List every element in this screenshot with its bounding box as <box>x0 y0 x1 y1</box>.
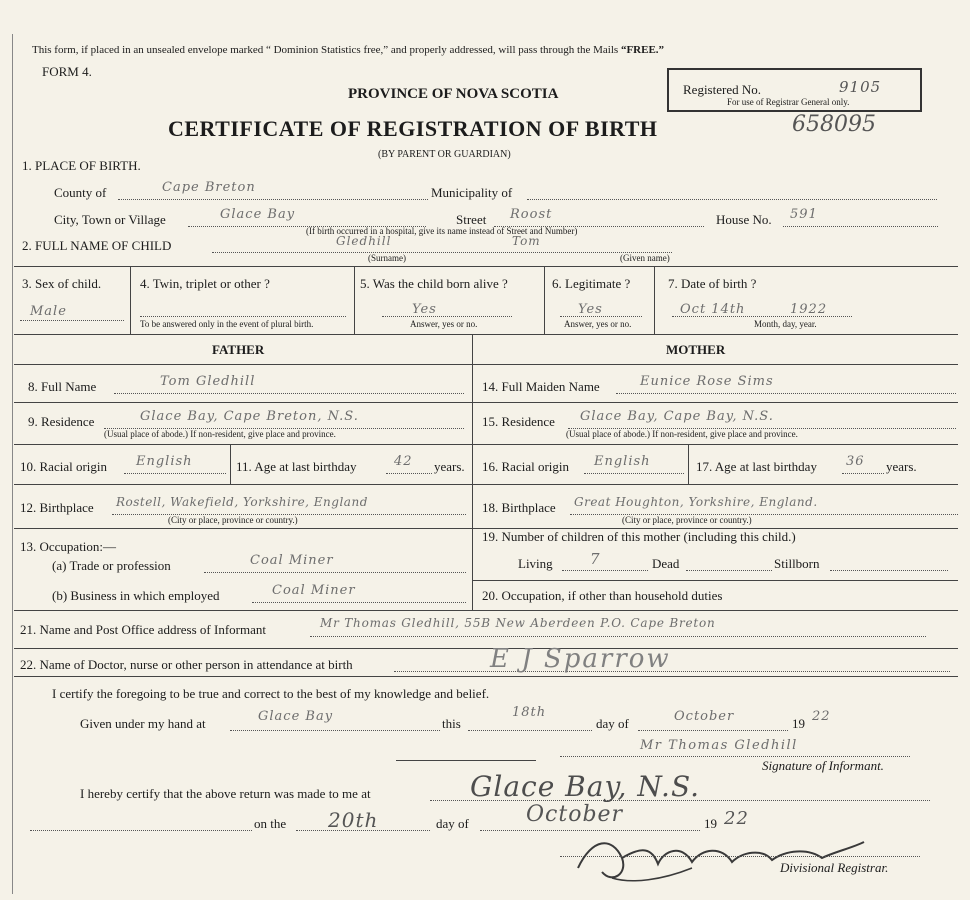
living-count: 7 <box>590 550 601 568</box>
registrar-certify: I hereby certify that the above return was made to me at <box>80 786 371 801</box>
mail-notice: This form, if placed in an unsealed envelope marked “ Dominion Statistics free,” and properly addressed, will pass through the Mails “FREE.” <box>32 44 665 56</box>
registrar-use-note: For use of Registrar General only. <box>727 97 850 107</box>
mother-residence: Glace Bay, Cape Bay, N.S. <box>580 409 774 424</box>
doctor-label: 22. Name of Doctor, nurse or other person in attendance at birth <box>20 657 353 672</box>
given-name-caption: (Given name) <box>620 253 670 263</box>
father-birthplace-note: (City or place, province or country.) <box>168 515 298 525</box>
certificate-title: CERTIFICATE OF REGISTRATION OF BIRTH <box>168 116 658 141</box>
children-count-label: 19. Number of children of this mother (including this child.) <box>482 529 796 544</box>
city-label: City, Town or Village <box>54 212 166 227</box>
registrar-caption: Divisional Registrar. <box>780 860 889 875</box>
alive-value: Yes <box>412 302 437 317</box>
informant-address: Mr Thomas Gledhill, 55B New Aberdeen P.O. Cape Breton <box>320 616 716 630</box>
father-trade: Coal Miner <box>250 553 334 568</box>
mother-name-label: 14. Full Maiden Name <box>482 379 600 394</box>
registrar-day: 20th <box>328 808 379 832</box>
mother-age-label: 17. Age at last birthday <box>696 459 817 474</box>
occupation-heading: 13. Occupation:— <box>20 539 117 554</box>
house-value: 591 <box>790 207 818 222</box>
doctor-name: E J Sparrow <box>490 644 671 674</box>
father-racial-label: 10. Racial origin <box>20 459 108 474</box>
given-year: 22 <box>812 709 831 724</box>
dob-note: Month, day, year. <box>754 319 817 329</box>
given-day-of-label: day of <box>596 716 629 731</box>
given-day: 18th <box>512 705 547 720</box>
certify-statement: I certify the foregoing to be true and correct to the best of my knowledge and belief. <box>52 686 490 701</box>
father-racial-origin: English <box>136 454 193 469</box>
place-of-birth-heading: 1. PLACE OF BIRTH. <box>22 158 141 173</box>
father-birthplace: Rostell, Wakefield, Yorkshire, England <box>116 495 368 509</box>
mother-residence-note: (Usual place of abode.) If non-resident, give place and province. <box>566 429 798 439</box>
county-value: Cape Breton <box>162 180 256 195</box>
business-label: (b) Business in which employed <box>52 588 220 603</box>
street-label: Street <box>456 212 487 227</box>
sex-label: 3. Sex of child. <box>22 276 102 291</box>
surname-caption: (Surname) <box>368 253 406 263</box>
mother-birthplace-note: (City or place, province or country.) <box>622 515 752 525</box>
registered-label: Registered No. <box>683 82 761 97</box>
given-under-label: Given under my hand at <box>80 716 206 731</box>
father-age-label: 11. Age at last birthday <box>236 459 357 474</box>
mother-maiden-name: Eunice Rose Sims <box>640 374 774 389</box>
alive-label: 5. Was the child born alive ? <box>360 276 508 291</box>
twin-note: To be answered only in the event of plural birth. <box>140 319 314 329</box>
father-age: 42 <box>394 454 413 469</box>
child-surname: Gledhill <box>336 234 392 248</box>
registered-box <box>667 68 922 112</box>
mother-heading: MOTHER <box>666 342 726 357</box>
mother-birthplace: Great Houghton, Yorkshire, England. <box>574 495 818 509</box>
given-month: October <box>674 709 735 724</box>
child-given-name: Tom <box>512 234 541 248</box>
legitimate-note: Answer, yes or no. <box>564 319 632 329</box>
father-name-label: 8. Full Name <box>28 379 97 394</box>
alive-note: Answer, yes or no. <box>410 319 478 329</box>
informant-signature: Mr Thomas Gledhill <box>640 738 798 753</box>
legitimate-label: 6. Legitimate ? <box>552 276 631 291</box>
father-residence: Glace Bay, Cape Breton, N.S. <box>140 409 359 424</box>
given-year-prefix: 19 <box>792 716 805 731</box>
father-name: Tom Gledhill <box>160 374 256 389</box>
registered-number: 9105 <box>839 78 882 96</box>
mother-age: 36 <box>846 454 865 469</box>
mother-birthplace-label: 18. Birthplace <box>482 500 556 515</box>
mother-years-label: years. <box>886 459 917 474</box>
mother-racial-origin: English <box>594 454 651 469</box>
father-years-label: years. <box>434 459 465 474</box>
child-name-label: 2. FULL NAME OF CHILD <box>22 238 172 253</box>
city-value: Glace Bay <box>220 207 296 222</box>
legitimate-value: Yes <box>578 302 603 317</box>
registrar-signature <box>572 828 872 890</box>
dob-year: 1922 <box>790 302 828 317</box>
dob-month-day: Oct 14th <box>680 302 746 317</box>
on-the-label: on the <box>254 816 287 831</box>
father-heading: FATHER <box>212 342 265 357</box>
registrar-year: 22 <box>724 808 749 829</box>
registrar-month: October <box>526 802 624 827</box>
hospital-note: (If birth occurred in a hospital, give its name instead of Street and Number) <box>306 226 578 236</box>
certificate-number: 658095 <box>792 112 876 137</box>
living-label: Living <box>518 556 553 571</box>
registrar-place: Glace Bay, N.S. <box>470 770 701 803</box>
this-label: this <box>442 716 461 731</box>
street-value: Roost <box>510 207 553 222</box>
dead-label: Dead <box>652 556 680 571</box>
father-birthplace-label: 12. Birthplace <box>20 500 94 515</box>
mother-occupation-label: 20. Occupation, if other than household duties <box>482 588 723 603</box>
sex-value: Male <box>30 304 67 319</box>
father-business: Coal Miner <box>272 583 356 598</box>
given-place: Glace Bay <box>258 709 334 724</box>
stillborn-label: Stillborn <box>774 556 820 571</box>
father-residence-label: 9. Residence <box>28 414 95 429</box>
form-number: FORM 4. <box>42 64 92 79</box>
municipality-label: Municipality of <box>431 185 513 200</box>
twin-label: 4. Twin, triplet or other ? <box>140 276 270 291</box>
father-residence-note: (Usual place of abode.) If non-resident, give place and province. <box>104 429 336 439</box>
registrar-year-prefix: 19 <box>704 816 717 831</box>
province-heading: PROVINCE OF NOVA SCOTIA <box>348 86 559 102</box>
informant-label: 21. Name and Post Office address of Informant <box>20 622 266 637</box>
house-label: House No. <box>716 212 772 227</box>
signature-caption: Signature of Informant. <box>762 758 884 773</box>
mother-residence-label: 15. Residence <box>482 414 555 429</box>
registrar-day-of-label: day of <box>436 816 469 831</box>
trade-label: (a) Trade or profession <box>52 558 171 573</box>
county-label: County of <box>54 185 107 200</box>
dob-label: 7. Date of birth ? <box>668 276 757 291</box>
certificate-subtitle: (BY PARENT OR GUARDIAN) <box>378 149 511 160</box>
mother-racial-label: 16. Racial origin <box>482 459 570 474</box>
